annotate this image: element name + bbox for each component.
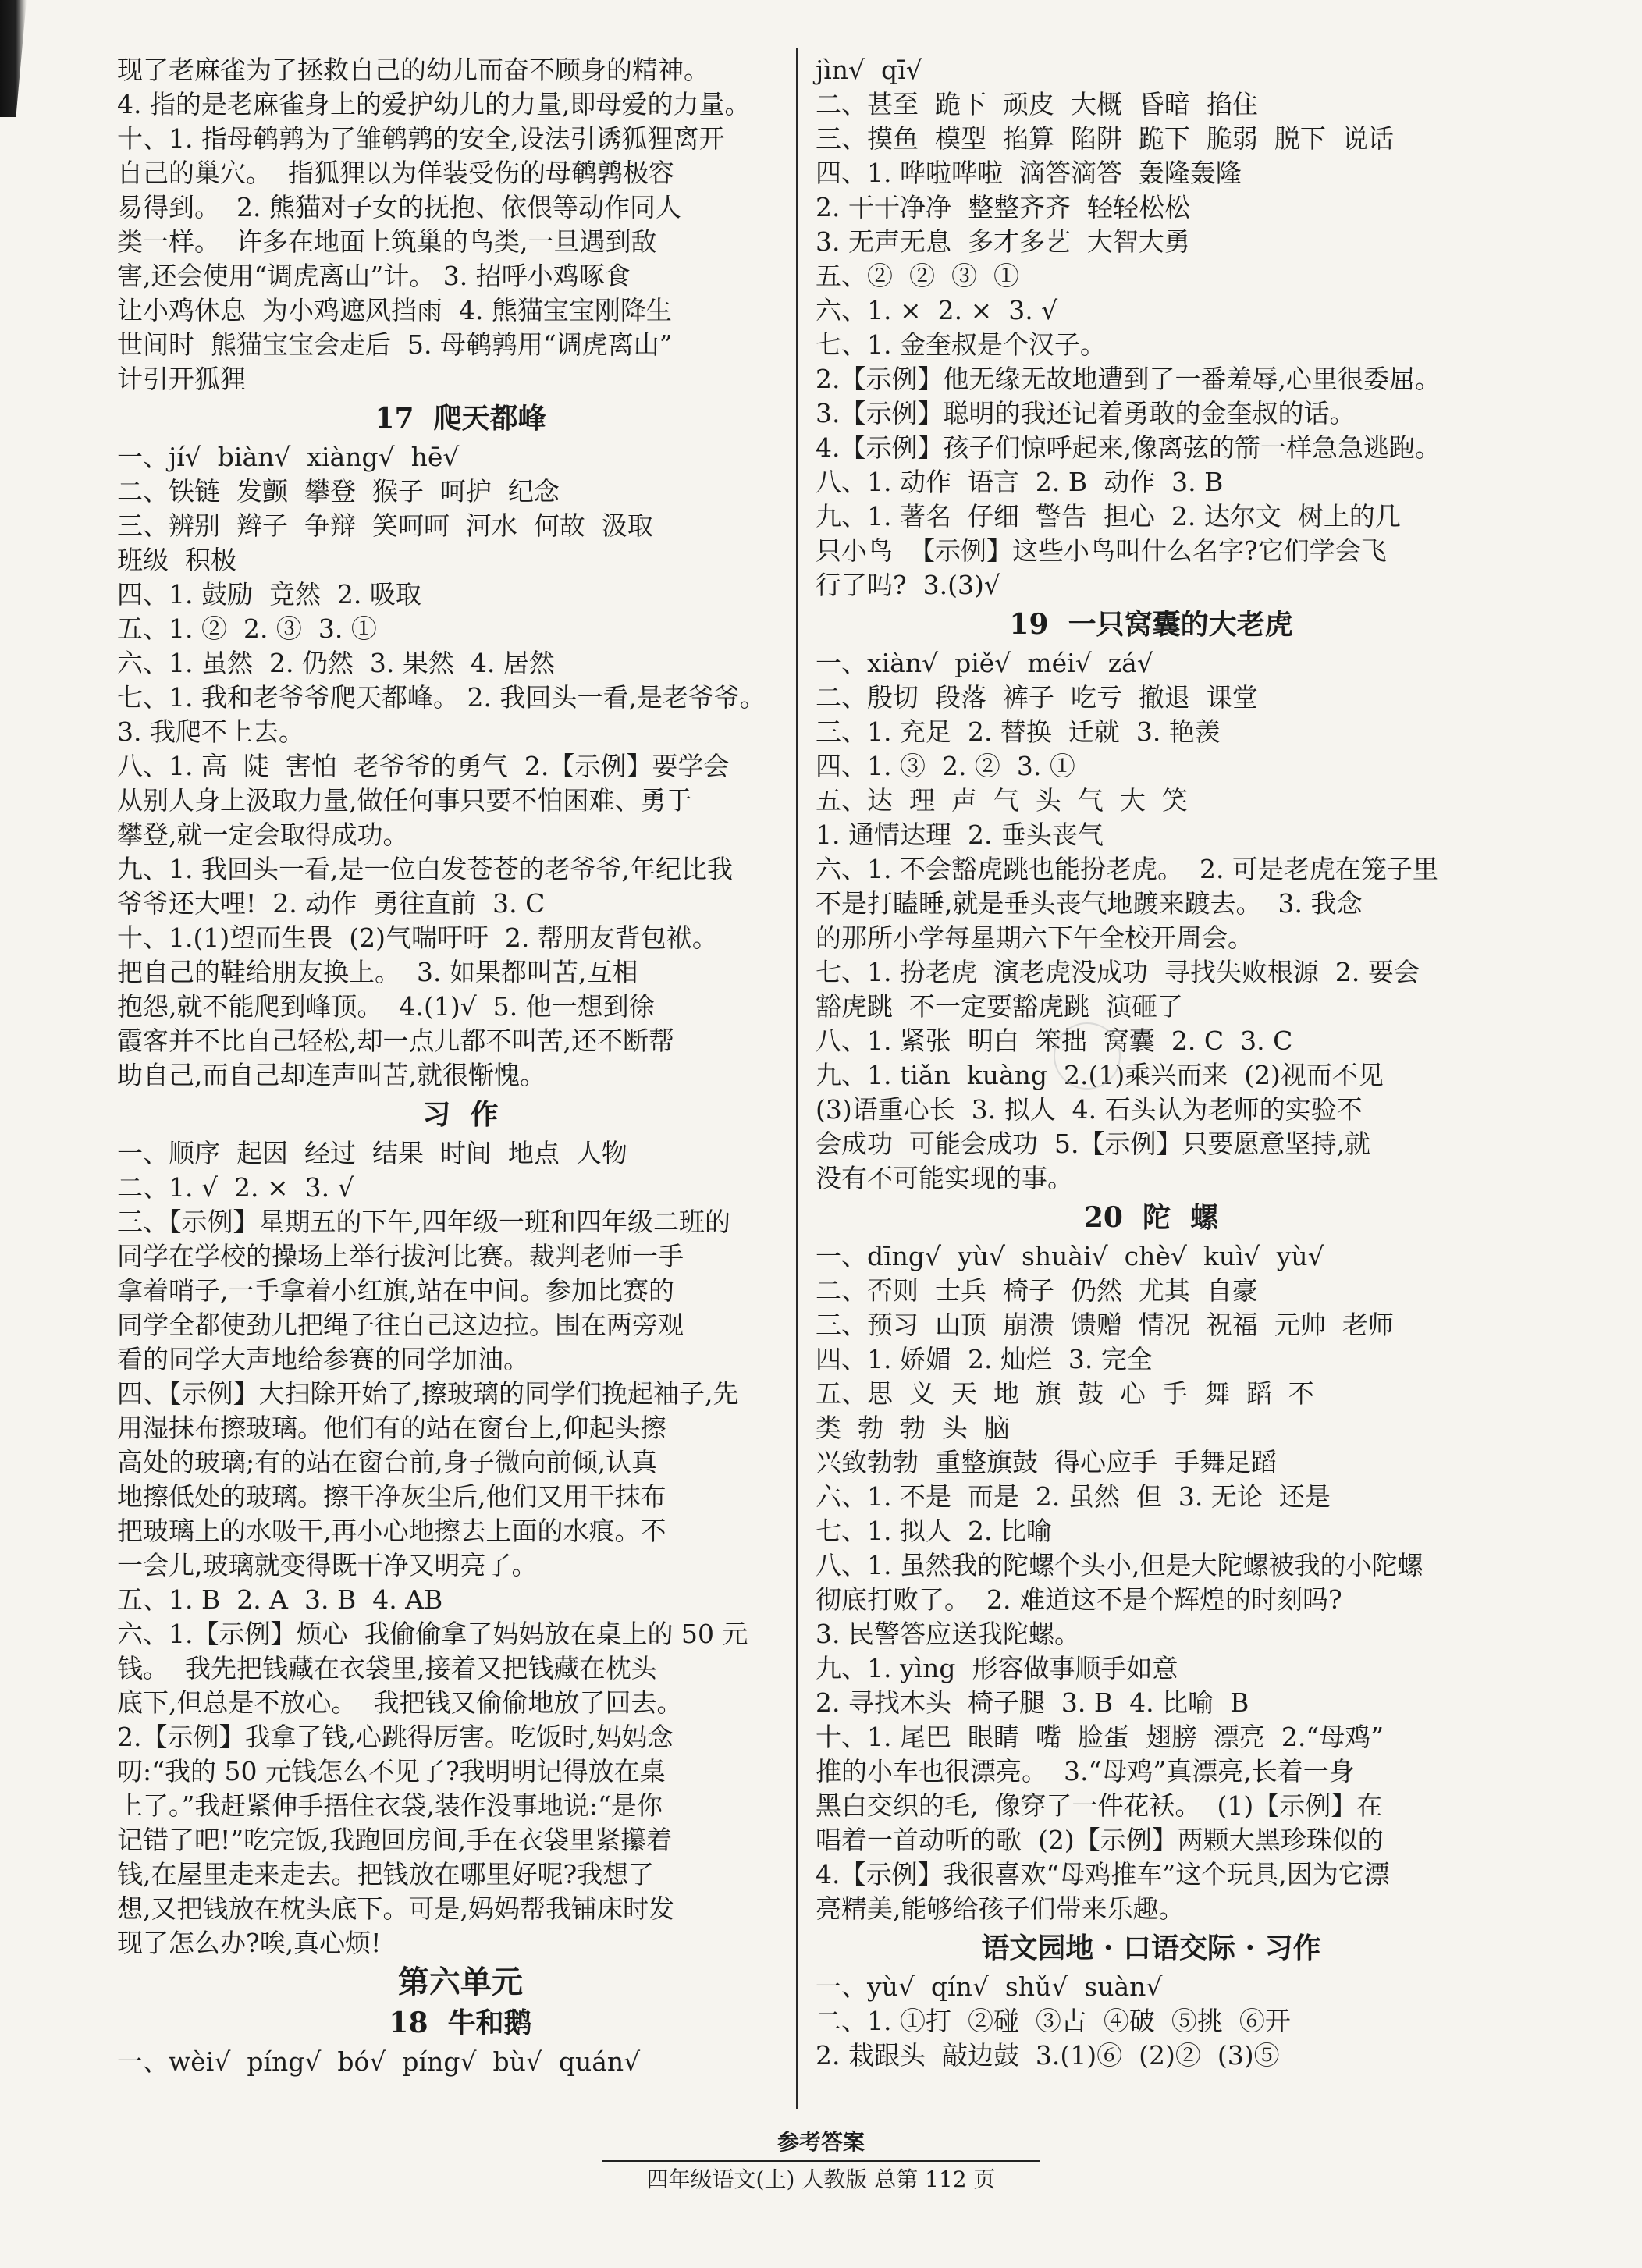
answer-line: 不是打瞌睡,就是垂头丧气地踱来踱去。 3. 我念 (816, 888, 1363, 919)
answer-line: 的那所小学每星期六下午全校开周会。 (816, 922, 1253, 953)
answer-line: 一、jí√ biàn√ xiàng√ hē√ (117, 442, 460, 472)
section-heading: 语文园地 · 口语交际 · 习作 (981, 1932, 1321, 1964)
answer-line: 八、1. 虽然我的陀螺个头小,但是大陀螺被我的小陀螺 (816, 1550, 1423, 1580)
answer-line: 唱着一首动听的歌 (2)【示例】两颗大黑珍珠似的 (816, 1825, 1384, 1855)
answer-line: 二、1. ①打 ②碰 ③占 ④破 ⑤挑 ⑥开 (816, 2006, 1291, 2036)
answer-line: 只小鸟 【示例】这些小鸟叫什么名字?它们学会飞 (816, 535, 1387, 566)
answer-line: jìn√ qī√ (816, 55, 922, 85)
answer-line: 三、【示例】星期五的下午,四年级一班和四年级二班的 (117, 1207, 730, 1237)
answer-line: (3)语重心长 3. 拟人 4. 石头认为老师的实验不 (816, 1094, 1363, 1125)
answer-line: 一、wèi√ píng√ bó√ píng√ bù√ quán√ (117, 2046, 641, 2077)
answer-line: 会成功 可能会成功 5.【示例】只要愿意坚持,就 (816, 1129, 1370, 1159)
answer-line: 八、1. 动作 语言 2. B 动作 3. B (816, 467, 1224, 497)
answer-line: 1. 通情达理 2. 垂头丧气 (816, 819, 1104, 850)
answer-line: 记错了吧!”吃完饭,我跑回房间,手在衣袋里紧攥着 (117, 1825, 673, 1855)
answer-line: 九、1. tiǎn kuàng 2.(1)乘兴而来 (2)视而不见 (816, 1060, 1384, 1090)
answer-line: 亮精美,能够给孩子们带来乐趣。 (816, 1893, 1185, 1924)
answer-line: 五、思 义 天 地 旗 鼓 心 手 舞 蹈 不 (816, 1378, 1314, 1409)
answer-line: 2.【示例】他无缘无故地遭到了一番羞辱,心里很委屈。 (816, 364, 1441, 394)
section-heading: 19 一只窝囊的大老虎 (1009, 608, 1293, 641)
answer-line: 用湿抹布擦玻璃。他们有的站在窗台上,仰起头擦 (117, 1413, 666, 1443)
answer-line: 三、1. 充足 2. 替换 迁就 3. 艳羡 (816, 716, 1221, 747)
answer-line: 2.【示例】我拿了钱,心跳得厉害。吃饭时,妈妈念 (117, 1722, 674, 1752)
answer-line: 班级 积极 (117, 545, 236, 575)
answer-line: 十、1. 指母鹌鹑为了雏鹌鹑的安全,设法引诱狐狸离开 (117, 123, 725, 154)
answer-line: 类 勃 勃 头 脑 (816, 1413, 1010, 1443)
answer-line: 4.【示例】我很喜欢“母鸡推车”这个玩具,因为它漂 (816, 1859, 1390, 1889)
answer-line: 2. 寻找木头 椅子腿 3. B 4. 比喻 B (816, 1687, 1249, 1718)
answer-line: 行了吗? 3.(3)√ (816, 570, 1000, 600)
answer-line: 黑白交织的毛, 像穿了一件花袄。 (1)【示例】在 (816, 1790, 1383, 1821)
answer-line: 八、1. 高 陡 害怕 老爷爷的勇气 2.【示例】要学会 (117, 751, 730, 781)
answer-line: 彻底打败了。 2. 难道这不是个辉煌的时刻吗? (816, 1584, 1342, 1615)
stamp-watermark (1054, 1022, 1121, 1090)
answer-line: 同学全都使劲儿把绳子往自己这边拉。围在两旁观 (117, 1310, 684, 1340)
answer-line: 四、1. ③ 2. ② 3. ① (816, 751, 1075, 781)
answer-line: 攀登,就一定会取得成功。 (117, 819, 409, 850)
footer-subtitle: 四年级语文(上) 人教版 总第 112 页 (646, 2167, 996, 2192)
answer-line: 霞客并不比自己轻松,却一点儿都不叫苦,还不断帮 (117, 1026, 674, 1056)
answer-line: 五、1. B 2. A 3. B 4. AB (117, 1584, 443, 1615)
left-column (117, 53, 804, 2079)
section-heading: 第六单元 (398, 1964, 523, 2000)
answer-line: 底下,但总是不放心。 我把钱又偷偷地放了回去。 (117, 1687, 683, 1718)
answer-line: 推的小车也很漂亮。 3.“母鸡”真漂亮,长着一身 (816, 1756, 1355, 1786)
answer-line: 四、【示例】大扫除开始了,擦玻璃的同学们挽起袖子,先 (117, 1378, 739, 1409)
answer-line: 2. 栽跟头 敲边鼓 3.(1)⑥ (2)② (3)⑤ (816, 2040, 1280, 2071)
answer-line: 害,还会使用“调虎离山”计。 3. 招呼小鸡啄食 (117, 261, 631, 291)
answer-line: 九、1. 著名 仔细 警告 担心 2. 达尔文 树上的几 (816, 501, 1401, 531)
answer-line: 计引开狐狸 (117, 364, 246, 394)
answer-line: 三、辨别 辫子 争辩 笑呵呵 河水 何故 汲取 (117, 510, 653, 541)
answer-line: 三、摸鱼 模型 掐算 陷阱 跪下 脆弱 脱下 说话 (816, 123, 1394, 154)
answer-line: 拿着哨子,一手拿着小红旗,站在中间。参加比赛的 (117, 1275, 674, 1306)
answer-line: 钱。 我先把钱藏在衣袋里,接着又把钱藏在枕头 (117, 1653, 657, 1683)
answer-line: 七、1. 扮老虎 演老虎没成功 寻找失败根源 2. 要会 (816, 957, 1420, 987)
answer-line: 六、1. 不是 而是 2. 虽然 但 3. 无论 还是 (816, 1481, 1331, 1512)
answer-line: 十、1.(1)望而生畏 (2)气喘吁吁 2. 帮朋友背包袱。 (117, 922, 718, 953)
answer-line: 三、预习 山顶 崩溃 馈赠 情况 祝福 元帅 老师 (816, 1310, 1394, 1340)
answer-line: 七、1. 金奎叔是个汉子。 (816, 329, 1106, 360)
answer-line: 九、1. 我回头一看,是一位白发苍苍的老爷爷,年纪比我 (117, 854, 733, 884)
answer-line: 把玻璃上的水吸干,再小心地擦去上面的水痕。不 (117, 1516, 666, 1546)
section-heading: 18 牛和鹅 (389, 2007, 532, 2039)
answer-line: 二、甚至 跪下 顽皮 大概 昏暗 掐住 (816, 89, 1258, 119)
answer-line: 现了怎么办?唉,真心烦! (117, 1928, 382, 1958)
footer-title: 参考答案 (777, 2129, 865, 2155)
answer-line: 让小鸡休息 为小鸡遮风挡雨 4. 熊猫宝宝刚降生 (117, 295, 672, 325)
answer-line: 二、否则 士兵 椅子 仍然 尤其 自豪 (816, 1275, 1258, 1306)
answer-line: 兴致勃勃 重整旗鼓 得心应手 手舞足蹈 (816, 1447, 1277, 1477)
answer-line: 四、1. 哗啦哗啦 滴答滴答 轰隆轰隆 (816, 158, 1242, 188)
page-footer (0, 2129, 1642, 2193)
answer-line: 3. 无声无息 多才多艺 大智大勇 (816, 226, 1190, 257)
answer-line: 二、1. √ 2. × 3. √ (117, 1172, 354, 1203)
answer-line: 爷爷还大哩! 2. 动作 勇往直前 3. C (117, 888, 546, 919)
answer-line: 一、yù√ qín√ shǔ√ suàn√ (816, 1971, 1163, 2002)
answer-line: 钱,在屋里走来走去。把钱放在哪里好呢?我想了 (117, 1859, 655, 1889)
answer-line: 从别人身上汲取力量,做任何事只要不怕困难、勇于 (117, 785, 692, 816)
answer-line: 八、1. 紧张 明白 笨拙 窝囊 2. C 3. C (816, 1026, 1293, 1056)
answer-line: 一、dīng√ yù√ shuài√ chè√ kuì√ yù√ (816, 1241, 1324, 1271)
answer-line: 四、1. 娇媚 2. 灿烂 3. 完全 (816, 1344, 1153, 1374)
answer-line: 叨:“我的 50 元钱怎么不见了?我明明记得放在桌 (117, 1756, 666, 1786)
section-heading: 20 陀 螺 (1083, 1201, 1219, 1234)
answer-line: 六、1. 虽然 2. 仍然 3. 果然 4. 居然 (117, 648, 555, 678)
answer-line: 4.【示例】孩子们惊呼起来,像离弦的箭一样急急逃跑。 (816, 432, 1441, 463)
answer-line: 助自己,而自己却连声叫苦,就很惭愧。 (117, 1060, 546, 1090)
answer-line: 易得到。 2. 熊猫对子女的抚抱、依偎等动作同人 (117, 192, 681, 222)
answer-line: 一、顺序 起因 经过 结果 时间 地点 人物 (117, 1138, 627, 1168)
footer-rule (602, 2160, 1040, 2162)
answer-line: 类一样。 许多在地面上筑巢的鸟类,一旦遇到敌 (117, 226, 657, 257)
answer-line: 地擦低处的玻璃。擦干净灰尘后,他们又用干抹布 (117, 1481, 666, 1512)
answer-line: 四、1. 鼓励 竟然 2. 吸取 (117, 579, 421, 610)
answer-line: 现了老麻雀为了拯救自己的幼儿而奋不顾身的精神。 (117, 55, 709, 85)
answer-line: 十、1. 尾巴 眼睛 嘴 脸蛋 翅膀 漂亮 2.“母鸡” (816, 1722, 1384, 1752)
section-heading: 17 爬天都峰 (375, 402, 546, 435)
answer-line: 二、殷切 段落 裤子 吃亏 撤退 课堂 (816, 682, 1258, 713)
answer-line: 世间时 熊猫宝宝会走后 5. 母鹌鹑用“调虎离山” (117, 329, 673, 360)
answer-line: 豁虎跳 不一定要豁虎跳 演砸了 (816, 991, 1183, 1022)
answer-line: 六、1. × 2. × 3. √ (816, 295, 1058, 325)
answer-line: 想,又把钱放在枕头底下。可是,妈妈帮我铺床时发 (117, 1893, 674, 1924)
answer-line: 七、1. 拟人 2. 比喻 (816, 1516, 1052, 1546)
scan-edge-mark (0, 0, 27, 117)
answer-line: 五、达 理 声 气 头 气 大 笑 (816, 785, 1188, 816)
column-divider (796, 48, 798, 2109)
answer-line: 二、铁链 发颤 攀登 猴子 呵护 纪念 (117, 476, 560, 507)
answer-line: 上了。”我赶紧伸手捂住衣袋,装作没事地说:“是你 (117, 1790, 663, 1821)
answer-line: 3. 民警答应送我陀螺。 (816, 1619, 1080, 1649)
answer-line: 同学在学校的操场上举行拔河比赛。裁判老师一手 (117, 1241, 684, 1271)
answer-line: 3.【示例】聪明的我还记着勇敢的金奎叔的话。 (816, 398, 1356, 428)
answer-line: 五、1. ② 2. ③ 3. ① (117, 613, 377, 644)
answer-line: 抱怨,就不能爬到峰顶。 4.(1)√ 5. 他一想到徐 (117, 991, 655, 1022)
answer-line: 九、1. yìng 形容做事顺手如意 (816, 1653, 1178, 1683)
answer-line: 一会儿,玻璃就变得既干净又明亮了。 (117, 1550, 538, 1580)
answer-line: 五、② ② ③ ① (816, 261, 1019, 291)
answer-line: 七、1. 我和老爷爷爬天都峰。 2. 我回头一看,是老爷爷。 (117, 682, 766, 713)
answer-line: 把自己的鞋给朋友换上。 3. 如果都叫苦,互相 (117, 957, 638, 987)
answer-line: 没有不可能实现的事。 (816, 1163, 1073, 1193)
answer-line: 2. 干干净净 整整齐齐 轻轻松松 (816, 192, 1190, 222)
section-heading: 习 作 (422, 1098, 499, 1131)
answer-line: 4. 指的是老麻雀身上的爱护幼儿的力量,即母爱的力量。 (117, 89, 751, 119)
right-column (816, 53, 1487, 2073)
answer-line: 看的同学大声地给参赛的同学加油。 (117, 1344, 529, 1374)
answer-line: 3. 我爬不上去。 (117, 716, 304, 747)
answer-line: 高处的玻璃;有的站在窗台前,身子微向前倾,认真 (117, 1447, 658, 1477)
answer-line: 六、1.【示例】烦心 我偷偷拿了妈妈放在桌上的 50 元 (117, 1619, 748, 1649)
answer-line: 自己的巢穴。 指狐狸以为佯装受伤的母鹌鹑极容 (117, 158, 674, 188)
answer-line: 六、1. 不会豁虎跳也能扮老虎。 2. 可是老虎在笼子里 (816, 854, 1438, 884)
answer-line: 一、xiàn√ piě√ méi√ zá√ (816, 648, 1153, 678)
